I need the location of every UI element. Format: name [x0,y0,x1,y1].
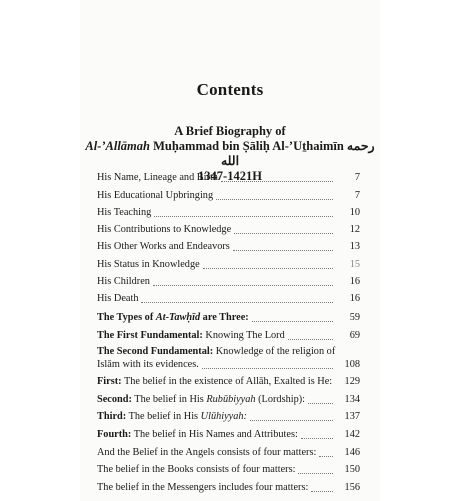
toc-entry-bold-prefix: Third: [97,411,127,423]
toc-entry-bold-prefix: First: [97,376,122,388]
leader-dots [153,284,333,286]
toc-entry-types-of-tawhid[interactable] [97,306,360,324]
biography-heading-name: Muḥammad bin Ṣāliḥ Al-’Uṯhaimīn رحمه الله [149,139,375,168]
toc-entry-italic-term: Ulūhiyyah: [200,411,247,423]
biography-heading-dates: 1347-1421H [198,169,262,183]
toc-entry-messengers[interactable] [97,476,360,494]
toc-entry-label: His Teaching [97,206,152,218]
table-of-contents [97,167,360,494]
toc-entry-text: The belief in His [131,393,207,405]
leader-dots [202,367,333,369]
toc-entry-text: Islām with its evidences. [97,358,199,370]
leader-dots [288,338,333,340]
toc-page-number: 146 [344,446,360,458]
toc-page-number: 142 [344,428,360,440]
toc-entry-text: The belief in His [126,411,201,423]
toc-entry-first-belief[interactable] [97,371,360,389]
toc-entry-label [97,429,298,441]
toc-entry-label [97,394,305,406]
toc-entry-first-fundamental[interactable] [97,324,360,342]
toc-page-number: 7 [354,189,360,201]
leader-dots [250,419,333,421]
toc-entry-label: His Other Works and Endeavors [97,241,230,253]
biography-heading-honorific: Al-’Allāmah [85,139,150,153]
leader-dots [216,198,333,200]
toc-entry-text: The belief in the existence of Allāh, Exalted is He: [121,376,333,388]
leader-dots [311,490,333,492]
toc-entry-text: (Lordship): [255,393,306,405]
toc-entry-status[interactable] [97,253,360,270]
toc-page-number: 16 [349,293,360,305]
toc-entry-label [97,312,249,324]
toc-entry-continuation [97,358,360,371]
leader-dots [154,215,333,217]
toc-entry-teaching[interactable] [97,202,360,219]
toc-entry-books[interactable] [97,459,360,477]
book-page [80,0,380,501]
toc-entry-italic-term: Rubūbiyyah [206,393,256,405]
toc-entry-label [97,330,285,342]
toc-page-number: 129 [344,376,360,388]
toc-entry-bold-prefix: The First Fundamental: [97,329,203,341]
toc-entry-text: Knowing The Lord [202,329,285,341]
leader-dots [308,402,333,404]
toc-page-number: 7 [354,172,360,184]
toc-entry-death[interactable] [97,288,360,305]
toc-entry-bold-prefix: Second: [97,393,132,405]
toc-entry-name-lineage[interactable] [97,167,360,184]
toc-entry-angels[interactable] [97,441,360,459]
biography-heading-line2 [80,139,380,169]
leader-dots [298,472,333,474]
toc-page-number: 134 [344,393,360,405]
toc-entry-fourth-belief[interactable] [97,423,360,441]
leader-dots [233,249,333,251]
toc-page-number: 156 [344,481,360,493]
toc-page-number: 69 [349,329,360,341]
toc-page-number: 15 [349,258,360,270]
toc-page-number: 12 [349,224,360,236]
toc-entry-label: His Children [97,276,150,288]
leader-dots [319,455,333,457]
toc-entry-label: His Death [97,293,139,305]
toc-entry-label: The belief in the Books consists of four matters: [97,464,296,476]
leader-dots [234,232,333,234]
toc-entry-italic-term: At-Tawḥīd [155,311,201,323]
page-title: Contents [196,80,264,99]
toc-page-number: 16 [349,276,360,288]
toc-entry-label: His Name, Lineage and Birth [97,172,218,184]
toc-page-number: 13 [349,241,360,253]
toc-entry-contributions[interactable] [97,219,360,236]
toc-entry-text: are Three: [200,311,249,323]
toc-entry-bold-prefix: The Second Fundamental: [97,345,214,357]
leader-dots [141,301,333,303]
toc-page-number: 10 [349,206,360,218]
toc-entry-label: And the Belief in the Angels consists of four matters: [97,446,317,458]
biography-heading-line1: A Brief Biography of [174,124,286,138]
toc-entry-text: The belief in His Names and Attributes: [131,428,298,440]
toc-page-number: 137 [344,411,360,423]
leader-dots [203,267,333,269]
toc-entry-label: The belief in the Messengers includes four matters: [97,481,309,493]
toc-entry-text: Knowledge of the religion of [213,345,336,357]
toc-entry-other-works[interactable] [97,236,360,253]
toc-entry-label [97,376,332,388]
leader-dots [221,180,333,182]
toc-entry-children[interactable] [97,271,360,288]
toc-page-number: 59 [349,311,360,323]
toc-entry-label [97,345,360,358]
leader-dots [252,320,333,322]
toc-page-number: 150 [344,464,360,476]
toc-entry-label: His Status in Knowledge [97,258,200,270]
toc-entry-third-belief[interactable] [97,406,360,424]
toc-entry-text: The Types of [97,311,156,323]
toc-entry-label [97,411,247,423]
toc-page-number: 108 [344,358,360,370]
toc-entry-second-belief[interactable] [97,388,360,406]
toc-entry-label: His Educational Upbringing [97,189,214,201]
leader-dots [301,437,333,439]
toc-entry-educational-upbringing[interactable] [97,184,360,201]
toc-entry-bold-prefix: Fourth: [97,428,132,440]
toc-entry-second-fundamental[interactable] [97,342,360,371]
toc-entry-label: His Contributions to Knowledge [97,224,232,236]
